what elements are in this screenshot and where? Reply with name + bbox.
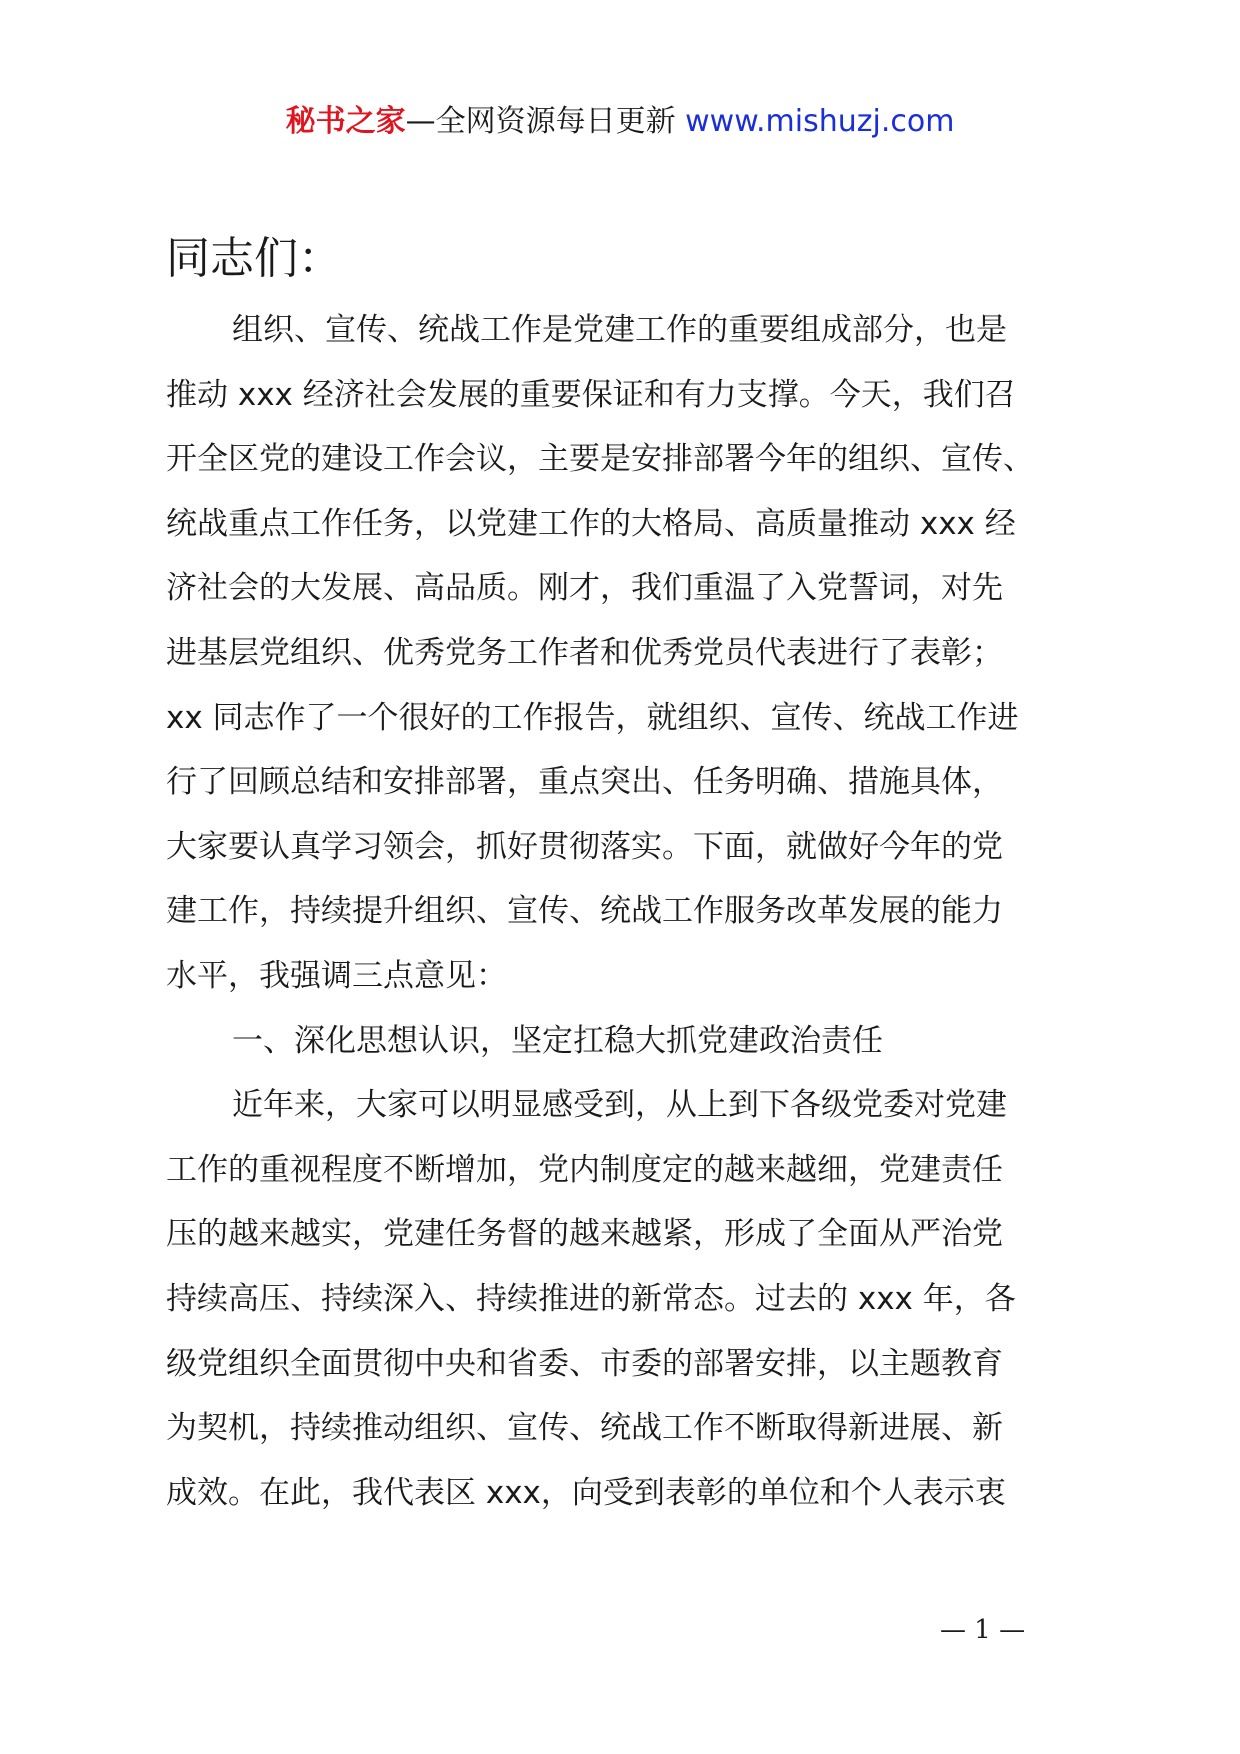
paragraph-line: 推动 xxx 经济社会发展的重要保证和有力支撑。今天，我们召 [166,376,1016,413]
paragraph-line: 大家要认真学习领会，抓好贯彻落实。下面，就做好今年的党 [166,828,1003,865]
page-number: — 1 — [940,1615,1026,1645]
header-tagline: —全网资源每日更新 [405,104,676,139]
section-heading: 一、深化思想认识，坚定扛稳大抓党建政治责任 [232,1022,883,1059]
paragraph-line: 为契机，持续推动组织、宣传、统战工作不断取得新进展、新 [166,1410,1003,1447]
website-link[interactable]: www.mishuzj.com [685,104,955,139]
paragraph-line: 水平，我强调三点意见： [166,957,507,994]
paragraph-line: 级党组织全面贯彻中央和省委、市委的部署安排，以主题教育 [166,1345,1003,1382]
paragraph-line: 济社会的大发展、高品质。刚才，我们重温了入党誓词，对先 [166,570,1003,607]
paragraph-line: 持续高压、持续深入、持续推进的新常态。过去的 xxx 年，各 [166,1280,1016,1317]
paragraph-line: 工作的重视程度不断增加，党内制度定的越来越细，党建责任 [166,1151,1003,1188]
paragraph-line: 统战重点工作任务，以党建工作的大格局、高质量推动 xxx 经 [166,505,1016,542]
document-body [166,228,1096,1525]
paragraph-line: 开全区党的建设工作会议，主要是安排部署今年的组织、宣传、 [166,441,1034,478]
paragraph-line: 压的越来越实，党建任务督的越来越紧，形成了全面从严治党 [166,1216,1003,1253]
paragraph-line: 进基层党组织、优秀党务工作者和优秀党员代表进行了表彰； [166,634,1003,671]
paragraph-line: 行了回顾总结和安排部署，重点突出、任务明确、措施具体， [166,764,1003,801]
brand-name: 秘书之家 [285,104,406,139]
paragraph-line: 近年来，大家可以明显感受到，从上到下各级党委对党建 [232,1087,1007,1124]
page-header [0,98,1240,146]
paragraph-line: 成效。在此，我代表区 xxx，向受到表彰的单位和个人表示衷 [166,1474,1006,1511]
paragraph-line: 组织、宣传、统战工作是党建工作的重要组成部分，也是 [232,312,1007,348]
paragraph-line: xx 同志作了一个很好的工作报告，就组织、宣传、统战工作进 [166,699,1019,736]
salutation: 同志们： [166,233,342,284]
paragraph-line: 建工作，持续提升组织、宣传、统战工作服务改革发展的能力 [166,893,1003,930]
